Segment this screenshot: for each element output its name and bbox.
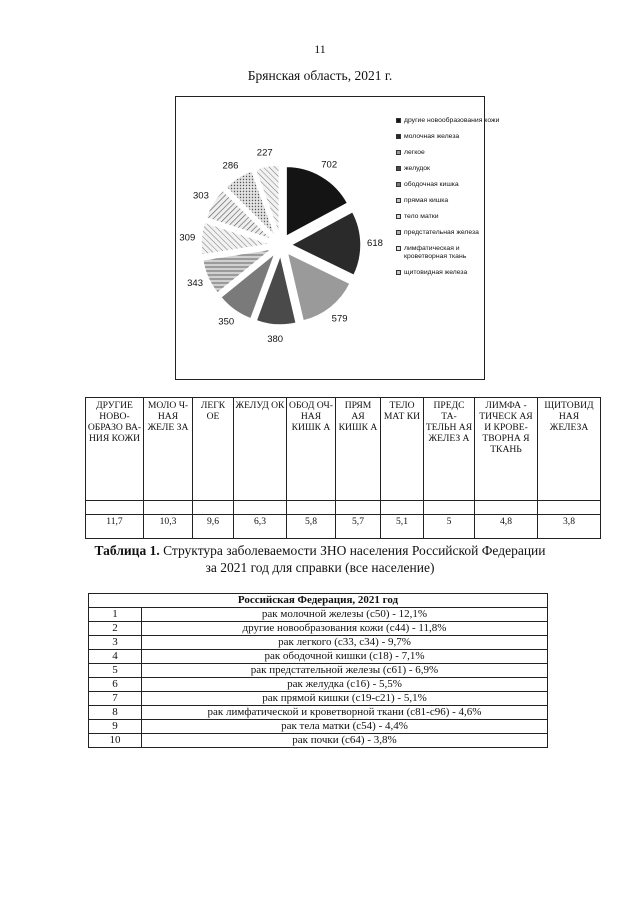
share-header-cell: МОЛО Ч- НАЯ ЖЕЛЕ ЗА bbox=[144, 398, 193, 501]
table-row bbox=[89, 678, 548, 692]
legend-swatch bbox=[396, 270, 401, 275]
table-row bbox=[89, 692, 548, 706]
rf-structure-table bbox=[88, 593, 548, 748]
share-header-cell: ЩИТОВИД НАЯ ЖЕЛЕЗА bbox=[538, 398, 601, 501]
legend-swatch bbox=[396, 118, 401, 123]
share-value-cell: 11,7 bbox=[86, 515, 144, 539]
row-text: рак молочной железы (с50) - 12,1% bbox=[142, 608, 548, 622]
share-spacer-cell bbox=[86, 501, 144, 515]
legend-label: другие новообразования кожи bbox=[404, 117, 500, 124]
legend-swatch bbox=[396, 198, 401, 203]
row-text: рак прямой кишки (с19-с21) - 5,1% bbox=[142, 692, 548, 706]
table-row bbox=[89, 636, 548, 650]
share-spacer-cell bbox=[193, 501, 234, 515]
pie-value-label-8: 303 bbox=[193, 190, 209, 202]
share-header-cell: ПРЯМ АЯ КИШК А bbox=[336, 398, 381, 501]
share-spacer-cell bbox=[234, 501, 287, 515]
legend-label: предстательная железа bbox=[404, 229, 479, 236]
share-header-cell: ПРЕДС ТА- ТЕЛЬН АЯ ЖЕЛЕЗ А bbox=[424, 398, 475, 501]
chart-legend bbox=[396, 117, 501, 285]
share-header-cell: ЛИМФА - ТИЧЕСК АЯ И КРОВЕ- ТВОРНА Я ТКАНЬ bbox=[475, 398, 538, 501]
legend-item-7 bbox=[396, 213, 501, 221]
share-table-value-row bbox=[86, 515, 601, 539]
rf-table-header: Российская Федерация, 2021 год bbox=[89, 594, 548, 608]
legend-label: ободочная кишка bbox=[404, 181, 459, 188]
legend-label: легкое bbox=[404, 149, 425, 156]
pie-value-label-9: 286 bbox=[222, 160, 239, 172]
row-text: рак предстательной железы (с61) - 6,9% bbox=[142, 664, 548, 678]
share-header-cell: ЛЕГК ОЕ bbox=[193, 398, 234, 501]
legend-item-1 bbox=[396, 117, 501, 125]
table-row bbox=[89, 664, 548, 678]
pie-value-label-3: 579 bbox=[331, 313, 348, 325]
legend-swatch bbox=[396, 166, 401, 171]
legend-label: желудок bbox=[404, 165, 430, 172]
rf-table-body bbox=[89, 608, 548, 748]
table-caption bbox=[90, 542, 550, 576]
legend-label: прямая кишка bbox=[404, 197, 449, 204]
table-row bbox=[89, 650, 548, 664]
row-number: 2 bbox=[89, 622, 142, 636]
table-caption-text: Структура заболеваемости ЗНО населения Российской Федерации за 2021 год для справки (все население) bbox=[159, 543, 546, 575]
chart-title: Брянская область, 2021 г. bbox=[247, 68, 393, 83]
legend-label: щитовидная железа bbox=[404, 269, 468, 276]
legend-item-4 bbox=[396, 165, 501, 173]
legend-swatch bbox=[396, 246, 401, 251]
legend-label: молочная железа bbox=[404, 133, 460, 140]
share-spacer-cell bbox=[336, 501, 381, 515]
share-spacer-cell bbox=[424, 501, 475, 515]
legend-swatch bbox=[396, 182, 401, 187]
share-value-cell: 6,3 bbox=[234, 515, 287, 539]
pie-value-label-6: 343 bbox=[187, 278, 204, 290]
legend-item-10 bbox=[396, 269, 501, 277]
legend-swatch bbox=[396, 230, 401, 235]
share-value-cell: 4,8 bbox=[475, 515, 538, 539]
pie-value-label-5: 350 bbox=[218, 316, 235, 328]
row-text: рак ободочной кишки (с18) - 7,1% bbox=[142, 650, 548, 664]
legend-swatch bbox=[396, 150, 401, 155]
row-number: 10 bbox=[89, 734, 142, 748]
share-value-cell: 9,6 bbox=[193, 515, 234, 539]
pie-chart-frame bbox=[175, 96, 500, 380]
table-row bbox=[89, 720, 548, 734]
share-value-cell: 10,3 bbox=[144, 515, 193, 539]
row-text: другие новообразования кожи (с44) - 11,8% bbox=[142, 622, 548, 636]
pie-value-label-1: 702 bbox=[321, 159, 338, 171]
row-text: рак лимфатической и кроветворной ткани (с81-с96) - 4,6% bbox=[142, 706, 548, 720]
row-number: 9 bbox=[89, 720, 142, 734]
row-text: рак легкого (с33, с34) - 9,7% bbox=[142, 636, 548, 650]
share-header-cell: ЖЕЛУД ОК bbox=[234, 398, 287, 501]
share-spacer-cell bbox=[381, 501, 424, 515]
table-row bbox=[89, 734, 548, 748]
share-spacer-cell bbox=[144, 501, 193, 515]
row-text: рак тела матки (с54) - 4,4% bbox=[142, 720, 548, 734]
legend-item-3 bbox=[396, 149, 501, 157]
pie-value-label-10: 227 bbox=[256, 147, 273, 159]
legend-label: тело матки bbox=[404, 213, 439, 220]
row-text: рак желудка (с16) - 5,5% bbox=[142, 678, 548, 692]
share-header-cell: ДРУГИЕ НОВО- ОБРАЗО ВА- НИЯ КОЖИ bbox=[86, 398, 144, 501]
share-header-cell: ОБОД ОЧ- НАЯ КИШК А bbox=[287, 398, 336, 501]
table-row bbox=[89, 706, 548, 720]
share-header-cell: ТЕЛО МАТ КИ bbox=[381, 398, 424, 501]
share-table-header-row bbox=[86, 398, 601, 501]
row-number: 3 bbox=[89, 636, 142, 650]
table-caption-number: Таблица 1. bbox=[94, 543, 160, 558]
legend-swatch bbox=[396, 214, 401, 219]
row-text: рак почки (с64) - 3,8% bbox=[142, 734, 548, 748]
row-number: 8 bbox=[89, 706, 142, 720]
legend-item-8 bbox=[396, 229, 501, 237]
share-spacer-cell bbox=[287, 501, 336, 515]
legend-item-6 bbox=[396, 197, 501, 205]
share-value-cell: 5,7 bbox=[336, 515, 381, 539]
legend-item-9 bbox=[396, 245, 501, 261]
share-value-cell: 3,8 bbox=[538, 515, 601, 539]
table-row bbox=[89, 608, 548, 622]
pie-value-label-4: 380 bbox=[267, 333, 284, 345]
pie-value-label-2: 618 bbox=[367, 238, 383, 250]
legend-item-5 bbox=[396, 181, 501, 189]
pie-value-label-7: 309 bbox=[179, 232, 196, 244]
share-table-spacer-row bbox=[86, 501, 601, 515]
share-table bbox=[85, 397, 601, 539]
row-number: 4 bbox=[89, 650, 142, 664]
legend-item-2 bbox=[396, 133, 501, 141]
share-spacer-cell bbox=[475, 501, 538, 515]
row-number: 5 bbox=[89, 664, 142, 678]
legend-label: лимфатическая и кроветворная ткань bbox=[404, 245, 467, 260]
page-number: 11 bbox=[314, 42, 326, 56]
row-number: 6 bbox=[89, 678, 142, 692]
table-row bbox=[89, 622, 548, 636]
share-value-cell: 5 bbox=[424, 515, 475, 539]
legend-swatch bbox=[396, 134, 401, 139]
row-number: 1 bbox=[89, 608, 142, 622]
pie-slices bbox=[201, 165, 361, 328]
row-number: 7 bbox=[89, 692, 142, 706]
share-value-cell: 5,1 bbox=[381, 515, 424, 539]
share-spacer-cell bbox=[538, 501, 601, 515]
share-value-cell: 5,8 bbox=[287, 515, 336, 539]
